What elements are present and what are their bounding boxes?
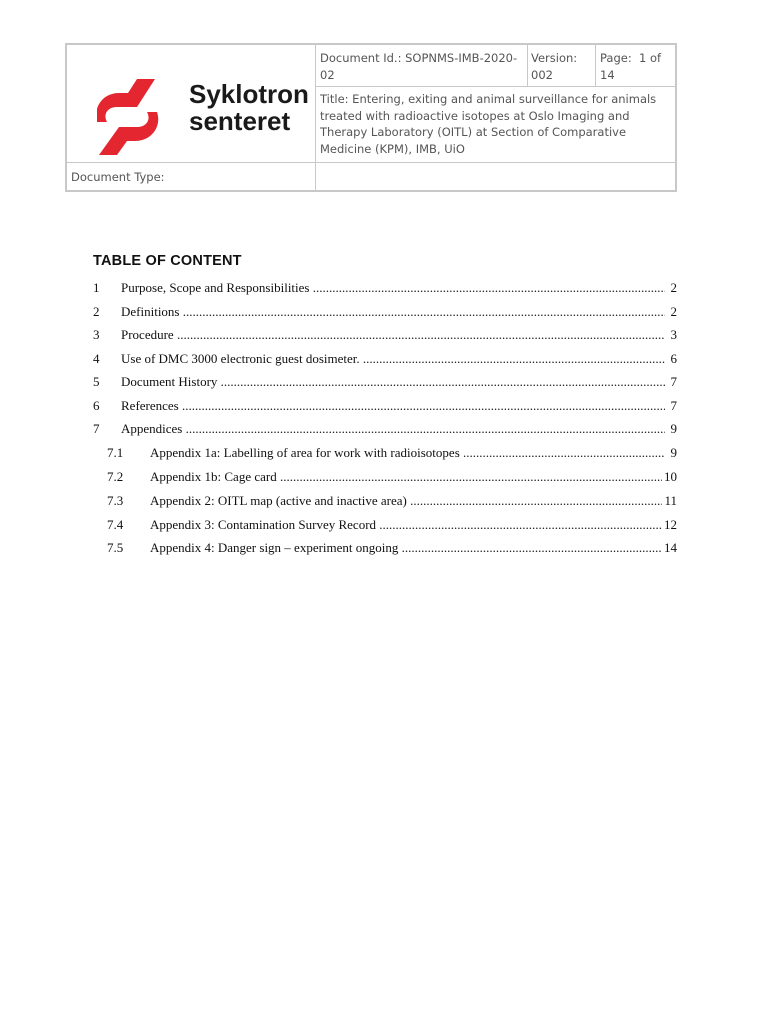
toc-title: TABLE OF CONTENT (93, 253, 242, 269)
toc-entry-page: 6 (670, 351, 677, 366)
version-value: 002 (531, 67, 553, 82)
toc-entry-page: 14 (664, 540, 677, 555)
toc-entry[interactable] (93, 326, 677, 343)
toc-entry-page: 9 (670, 445, 677, 460)
toc-entry-number: 5 (93, 374, 100, 389)
toc-entry-number: 4 (93, 351, 100, 366)
toc-entry-page: 2 (670, 304, 677, 319)
logo-line-2: senteret (189, 106, 291, 136)
toc-entry-number: 7.4 (107, 517, 124, 532)
toc-entry[interactable] (107, 516, 677, 533)
toc-entry-text: Procedure ..... (121, 326, 665, 343)
toc-entry-page: 7 (670, 398, 677, 413)
toc-entry-text: Definitions ..... (121, 303, 665, 320)
toc-entry[interactable] (93, 303, 677, 320)
toc-entry-text: Appendix 1b: Cage card ..... (150, 468, 665, 485)
toc-entry-page: 7 (670, 374, 677, 389)
syklotron-mark-icon (97, 77, 167, 157)
document-type-label: Document Type: (71, 170, 165, 184)
toc-entry-number: 2 (93, 304, 100, 319)
version-cell (531, 50, 591, 83)
toc-entry-text: Appendix 1a: Labelling of area for work with radioisotopes ..... (150, 444, 665, 461)
toc-entry[interactable] (107, 539, 677, 556)
toc-entry-number: 7.5 (107, 540, 124, 555)
toc-entry-page: 12 (664, 517, 677, 532)
toc-entry-number: 7 (93, 421, 100, 436)
toc-entry-text: Purpose, Scope and Responsibilities ..... (121, 279, 665, 296)
document-id: Document Id.: SOPNMS-IMB-2020-02 (320, 51, 518, 82)
document-header-table (65, 43, 677, 192)
toc-entry[interactable] (93, 397, 677, 414)
toc-entry-text: References ..... (121, 397, 665, 414)
logo-line-1: Syklotron (189, 79, 309, 109)
page-value: 1 of 14 (600, 51, 662, 82)
toc-entry-page: 9 (670, 421, 677, 436)
toc-entry-text: Appendix 3: Contamination Survey Record ..... (150, 516, 665, 533)
toc-entry-number: 1 (93, 280, 100, 295)
toc-entry-text: Appendix 4: Danger sign – experiment ongoing ..... (150, 539, 665, 556)
toc-entry-page: 10 (664, 469, 677, 484)
toc-entry[interactable] (107, 444, 677, 461)
toc-entry[interactable] (93, 350, 677, 367)
toc-entry[interactable] (107, 468, 677, 485)
toc-entry[interactable] (107, 492, 677, 509)
toc-entry-page: 11 (664, 493, 677, 508)
syklotronsenteret-logo (97, 77, 307, 157)
toc-entry-number: 7.2 (107, 469, 124, 484)
page-label: Page: (600, 51, 632, 65)
toc-entry-text: Use of DMC 3000 electronic guest dosimeter. ..... (121, 350, 665, 367)
toc-entry-number: 7.1 (107, 445, 124, 460)
logo-wordmark (189, 81, 309, 135)
toc-entry[interactable] (93, 279, 677, 296)
toc-entry-number: 7.3 (107, 493, 124, 508)
toc-entry[interactable] (93, 373, 677, 390)
toc-entry-page: 2 (670, 280, 677, 295)
toc-entry-number: 3 (93, 327, 100, 342)
toc-entry-text: Document History ..... (121, 373, 665, 390)
toc-entry-text: Appendix 2: OITL map (active and inactive area) ..... (150, 492, 665, 509)
version-label: Version: (531, 51, 578, 65)
page-cell (600, 50, 672, 83)
document-title: Title: Entering, exiting and animal surveillance for animals treated with radioactive isotopes at Oslo Imaging and Therapy Laboratory (OITL) at Section of Comparative Medicine (KPM), IMB, UiO (320, 92, 657, 156)
toc-entry-text: Appendices ..... (121, 420, 665, 437)
toc-entry[interactable] (93, 420, 677, 437)
toc-entry-number: 6 (93, 398, 100, 413)
toc-entry-page: 3 (670, 327, 677, 342)
